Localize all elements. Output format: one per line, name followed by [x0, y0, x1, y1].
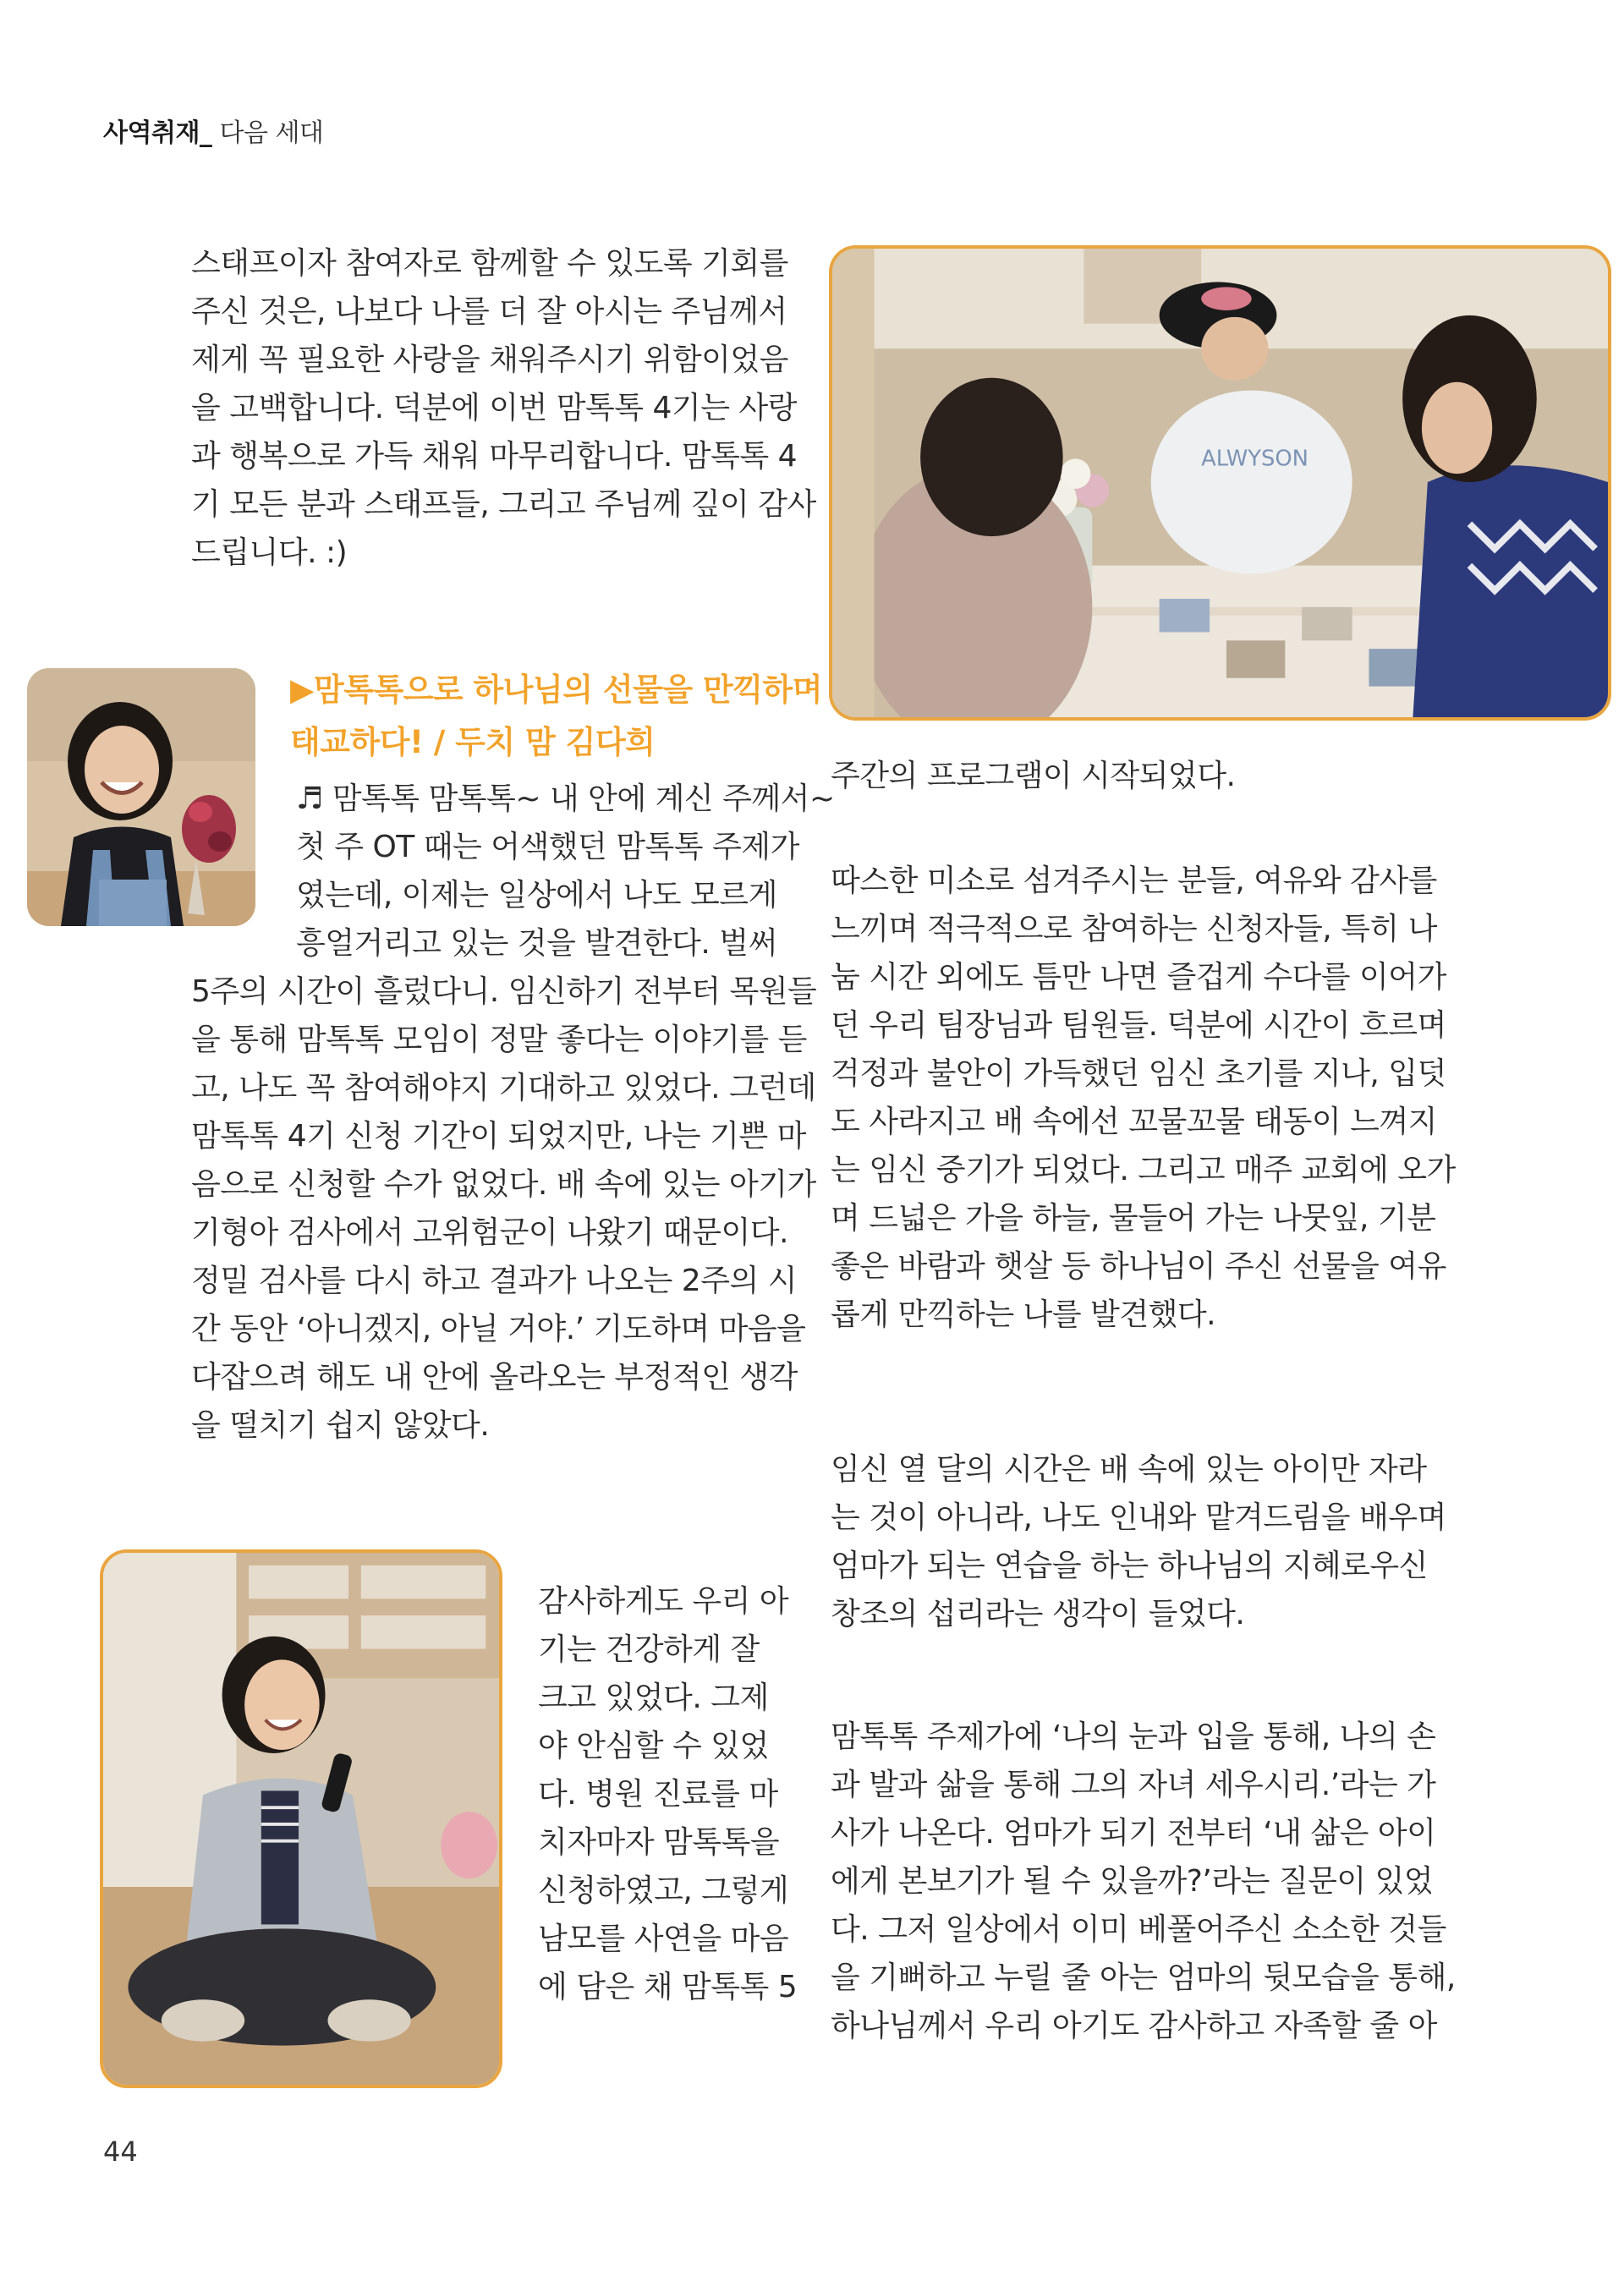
text-line: 는 임신 중기가 되었다. 그리고 매주 교회에 오가 — [831, 1153, 1456, 1187]
text-line: 눔 시간 외에도 틈만 나면 즐겁게 수다를 이어가 — [831, 960, 1446, 995]
text-line: 기 모든 분과 스태프들, 그리고 주님께 깊이 감사 — [191, 487, 816, 522]
text-line: 맘톡톡 4기 신청 기간이 되었지만, 나는 기쁜 마 — [191, 1119, 806, 1154]
text-line: 치자마자 맘톡톡을 — [538, 1825, 780, 1860]
text-line: 정밀 검사를 다시 하고 결과가 나오는 2주의 시 — [191, 1264, 797, 1298]
text-line: 였는데, 이제는 일상에서 나도 모르게 — [296, 878, 777, 913]
text-line: 엄마가 되는 연습을 하는 하나님의 지혜로우신 — [831, 1549, 1428, 1583]
text-line: ♬ 맘톡톡 맘톡톡~ 내 안에 계신 주께서~ — [296, 781, 835, 816]
seated-woman-microphone-photo — [100, 1549, 502, 2088]
sweatshirt-text: ALWYSON — [1201, 446, 1309, 472]
text-line: 는 것이 아니라, 나도 인내와 맡겨드림을 배우며 — [831, 1500, 1446, 1535]
text-line: 고, 나도 꼭 참여해야지 기대하고 있었다. 그런데 — [191, 1071, 816, 1105]
section-header — [103, 112, 323, 149]
text-line: 며 드넓은 가을 하늘, 물들어 가는 나뭇잎, 기분 — [831, 1201, 1436, 1236]
text-line: 주간의 프로그램이 시작되었다. — [831, 759, 1236, 793]
text-line: 을 통해 맘톡톡 모임이 정말 좋다는 이야기를 듣 — [191, 1023, 807, 1057]
text-line: 임신 열 달의 시간은 배 속에 있는 아이만 자라 — [831, 1452, 1427, 1487]
text-line: 제게 꼭 필요한 사랑을 채워주시기 위함이었음 — [191, 343, 788, 377]
text-line: 과 행복으로 가득 채워 마무리합니다. 맘톡톡 4 — [191, 439, 797, 474]
text-line: 스태프이자 참여자로 함께할 수 있도록 기회를 — [191, 246, 788, 281]
text-line: 에 담은 채 맘톡톡 5 — [538, 1970, 798, 2004]
text-line: 도 사라지고 배 속에선 꼬물꼬물 태동이 느껴지 — [831, 1105, 1437, 1139]
text-line: 남모를 사연을 마음 — [538, 1922, 789, 1956]
text-line: 드립니다. :) — [191, 535, 348, 570]
text-line: 좋은 바람과 햇살 등 하나님이 주신 선물을 여유 — [831, 1249, 1446, 1284]
text-line: 맘톡톡 주제가에 ‘나의 눈과 입을 통해, 나의 손 — [831, 1719, 1436, 1754]
text-line: 던 우리 팀장님과 팀원들. 덕분에 시간이 흐르며 — [831, 1008, 1446, 1043]
portrait-photo-kim-dahee — [27, 668, 255, 926]
text-line: 다. 병원 진료를 마 — [538, 1777, 778, 1812]
text-line: 간 동안 ‘아니겠지, 아닐 거야.’ 기도하며 마음을 — [191, 1312, 806, 1346]
text-line: 첫 주 OT 때는 어색했던 맘톡톡 주제가 — [296, 830, 799, 864]
text-line: 을 고백합니다. 덕분에 이번 맘톡톡 4기는 사랑 — [191, 391, 797, 425]
text-line: 다. 그저 일상에서 이미 베풀어주신 소소한 것들 — [831, 1912, 1446, 1947]
text-line: 하나님께서 우리 아기도 감사하고 자족할 줄 아 — [831, 2009, 1437, 2043]
text-line: 창조의 섭리라는 생각이 들었다. — [831, 1597, 1245, 1631]
text-line: 사가 나온다. 엄마가 되기 전부터 ‘내 삶은 아이 — [831, 1816, 1436, 1851]
text-line: 주신 것은, 나보다 나를 더 잘 아시는 주님께서 — [191, 294, 787, 329]
text-line: 을 기뻐하고 누릴 줄 아는 엄마의 뒷모습을 통해, — [831, 1960, 1456, 1995]
text-line: 5주의 시간이 흘렀다니. 임신하기 전부터 목원들 — [191, 974, 817, 1009]
text-line: 다잡으려 해도 내 안에 올라오는 부정적인 생각 — [191, 1360, 798, 1395]
text-line: 에게 본보기가 될 수 있을까?’라는 질문이 있었 — [831, 1864, 1434, 1899]
text-line: 음으로 신청할 수가 없었다. 배 속에 있는 아기가 — [191, 1167, 816, 1202]
text-line: 롭게 만끽하는 나를 발견했다. — [831, 1297, 1216, 1332]
text-line: 을 떨치기 쉽지 않았다. — [191, 1408, 490, 1443]
text-line: 신청하였고, 그렇게 — [538, 1873, 789, 1908]
text-line: 야 안심할 수 있었 — [538, 1729, 769, 1763]
text-line: 기는 건강하게 잘 — [538, 1632, 760, 1667]
page-number: 44 — [103, 2136, 138, 2168]
text-line: 따스한 미소로 섬겨주시는 분들, 여유와 감사를 — [831, 864, 1437, 898]
heading-line: ▶맘톡톡으로 하나님의 선물을 만끽하며 — [290, 672, 822, 708]
text-line: 걱정과 불안이 가득했던 임신 초기를 지나, 입덧 — [831, 1056, 1446, 1091]
heading-line: 태교하다! / 두치 맘 김다희 — [290, 724, 656, 760]
craft-activity-photo — [829, 245, 1611, 721]
section-title: 사역취재_ — [103, 118, 212, 148]
text-line: 흥얼거리고 있는 것을 발견한다. 벌써 — [296, 926, 777, 961]
text-line: 감사하게도 우리 아 — [538, 1584, 789, 1619]
text-line: 느끼며 적극적으로 참여하는 신청자들, 특히 나 — [831, 912, 1437, 946]
section-subtitle: 다음 세대 — [211, 118, 324, 148]
text-line: 크고 있었다. 그제 — [538, 1681, 769, 1715]
text-line: 기형아 검사에서 고위험군이 나왔기 때문이다. — [191, 1215, 788, 1250]
text-line: 과 발과 삶을 통해 그의 자녀 세우시리.’라는 가 — [831, 1768, 1436, 1802]
